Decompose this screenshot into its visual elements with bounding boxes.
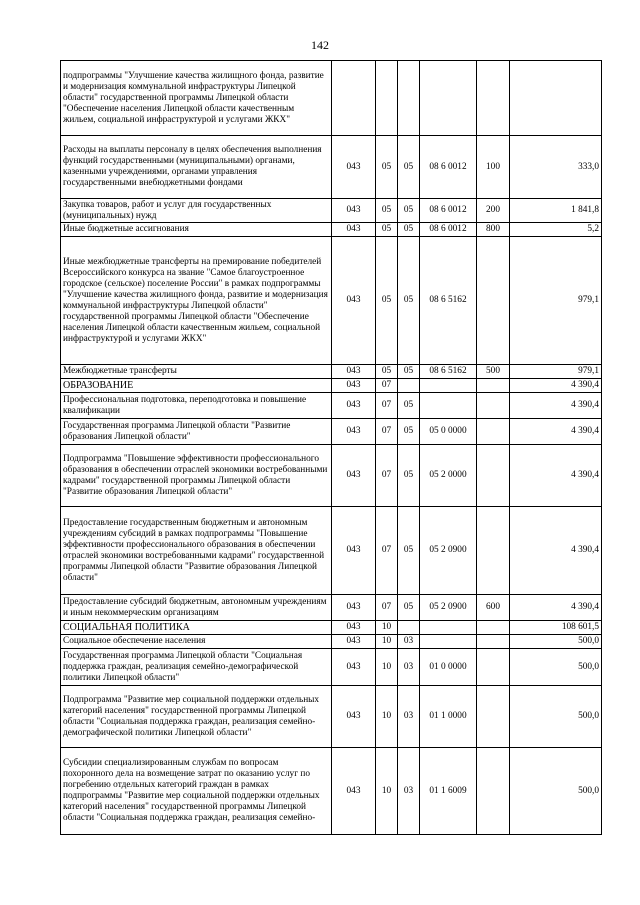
- row-pr-cell: 05: [398, 199, 420, 223]
- row-rz-cell: 05: [376, 223, 398, 237]
- row-sum-cell: 333,0: [510, 136, 602, 199]
- row-ved-cell: 043: [332, 237, 376, 365]
- row-rz-cell: 07: [376, 445, 398, 507]
- row-rz-cell: 10: [376, 686, 398, 748]
- row-vr-cell: [477, 393, 510, 419]
- row-rz-cell: 05: [376, 365, 398, 379]
- row-name-cell: Подпрограмма "Повышение эффективности профессионального образования в обеспечении отраслей экономики востребованными кадрами" государственной программы Липецкой области "Развитие образования Липецкой области": [61, 445, 332, 507]
- row-sum-cell: 500,0: [510, 748, 602, 835]
- row-name-cell: Государственная программа Липецкой области "Социальная поддержка граждан, реализация семейно-демографической политики Липецкой области": [61, 649, 332, 686]
- row-sum-cell: [510, 61, 602, 136]
- row-sum-cell: 4 390,4: [510, 379, 602, 393]
- table-row: [61, 199, 602, 223]
- row-name-cell: Иные бюджетные ассигнования: [61, 223, 332, 237]
- row-name-cell: Закупка товаров, работ и услуг для государственных (муниципальных) нужд: [61, 199, 332, 223]
- row-sum-cell: 4 390,4: [510, 393, 602, 419]
- row-csr-cell: 08 6 5162: [420, 237, 477, 365]
- row-name-cell: Подпрограмма "Развитие мер социальной поддержки отдельных категорий населения" государственной программы Липецкой области "Социальная поддержка граждан, реализация семейно-демографической политики Липецкой области": [61, 686, 332, 748]
- row-name-cell: СОЦИАЛЬНАЯ ПОЛИТИКА: [61, 621, 332, 635]
- row-name-cell: Межбюджетные трансферты: [61, 365, 332, 379]
- row-pr-cell: [398, 61, 420, 136]
- row-sum-cell: 4 390,4: [510, 419, 602, 445]
- row-rz-cell: 10: [376, 635, 398, 649]
- row-pr-cell: 03: [398, 649, 420, 686]
- row-pr-cell: 05: [398, 223, 420, 237]
- row-vr-cell: 500: [477, 365, 510, 379]
- row-csr-cell: 08 6 0012: [420, 136, 477, 199]
- table-row: [61, 748, 602, 835]
- row-pr-cell: [398, 621, 420, 635]
- row-ved-cell: 043: [332, 649, 376, 686]
- row-csr-cell: 08 6 0012: [420, 199, 477, 223]
- row-csr-cell: 01 0 0000: [420, 649, 477, 686]
- table-row: [61, 635, 602, 649]
- row-vr-cell: 600: [477, 595, 510, 621]
- row-ved-cell: 043: [332, 379, 376, 393]
- row-name-cell: подпрограммы "Улучшение качества жилищного фонда, развитие и модернизация коммунальной инфраструктуры Липецкой области" государственной программы Липецкой области "Обеспечение населения Липецкой области качественным жильем, социальной инфраструктурой и услугами ЖКХ": [61, 61, 332, 136]
- row-csr-cell: 08 6 0012: [420, 223, 477, 237]
- row-sum-cell: 500,0: [510, 686, 602, 748]
- row-vr-cell: [477, 419, 510, 445]
- row-rz-cell: 07: [376, 419, 398, 445]
- row-sum-cell: 5,2: [510, 223, 602, 237]
- table-row: [61, 507, 602, 595]
- row-pr-cell: 05: [398, 393, 420, 419]
- table-row: [61, 419, 602, 445]
- row-vr-cell: [477, 379, 510, 393]
- budget-table: [60, 60, 602, 835]
- row-vr-cell: 800: [477, 223, 510, 237]
- row-ved-cell: [332, 61, 376, 136]
- row-rz-cell: 05: [376, 136, 398, 199]
- row-sum-cell: 500,0: [510, 635, 602, 649]
- row-rz-cell: 10: [376, 621, 398, 635]
- row-name-cell: Иные межбюджетные трансферты на премирование победителей Всероссийского конкурса на звание "Самое благоустроенное городское (сельское) поселение России" в рамках подпрограммы "Улучшение качества жилищного фонда, развитие и модернизация коммунальной инфраструктуры Липецкой области" государственной программы Липецкой области "Обеспечение населения Липецкой области качественным жильем, социальной инфраструктурой и услугами ЖКХ": [61, 237, 332, 365]
- row-name-cell: ОБРАЗОВАНИЕ: [61, 379, 332, 393]
- row-csr-cell: 01 1 0000: [420, 686, 477, 748]
- row-ved-cell: 043: [332, 365, 376, 379]
- row-ved-cell: 043: [332, 686, 376, 748]
- row-pr-cell: 03: [398, 635, 420, 649]
- row-sum-cell: 500,0: [510, 649, 602, 686]
- row-rz-cell: 10: [376, 649, 398, 686]
- table-row: [61, 237, 602, 365]
- row-csr-cell: [420, 621, 477, 635]
- row-vr-cell: [477, 649, 510, 686]
- row-rz-cell: 10: [376, 748, 398, 835]
- row-name-cell: Профессиональная подготовка, переподготовка и повышение квалификации: [61, 393, 332, 419]
- row-ved-cell: 043: [332, 419, 376, 445]
- row-pr-cell: 05: [398, 419, 420, 445]
- row-rz-cell: 07: [376, 393, 398, 419]
- row-vr-cell: [477, 621, 510, 635]
- row-pr-cell: 03: [398, 748, 420, 835]
- row-vr-cell: [477, 686, 510, 748]
- row-rz-cell: 07: [376, 595, 398, 621]
- row-vr-cell: [477, 445, 510, 507]
- table-row: [61, 621, 602, 635]
- row-pr-cell: 05: [398, 237, 420, 365]
- row-ved-cell: 043: [332, 199, 376, 223]
- row-vr-cell: [477, 237, 510, 365]
- table-row: [61, 379, 602, 393]
- table-row: [61, 136, 602, 199]
- row-name-cell: Расходы на выплаты персоналу в целях обеспечения выполнения функций государственными (муниципальными) органами, казенными учреждениями, органами управления государственными внебюджетными фондами: [61, 136, 332, 199]
- row-rz-cell: 05: [376, 237, 398, 365]
- row-sum-cell: 1 841,8: [510, 199, 602, 223]
- row-vr-cell: 200: [477, 199, 510, 223]
- table-row: [61, 686, 602, 748]
- row-ved-cell: 043: [332, 748, 376, 835]
- row-csr-cell: 05 2 0900: [420, 595, 477, 621]
- row-sum-cell: 979,1: [510, 237, 602, 365]
- row-csr-cell: 05 0 0000: [420, 419, 477, 445]
- table-row: [61, 595, 602, 621]
- table-row: [61, 223, 602, 237]
- row-ved-cell: 043: [332, 445, 376, 507]
- row-vr-cell: [477, 61, 510, 136]
- row-sum-cell: 4 390,4: [510, 507, 602, 595]
- row-ved-cell: 043: [332, 507, 376, 595]
- row-csr-cell: [420, 61, 477, 136]
- row-rz-cell: 07: [376, 507, 398, 595]
- row-pr-cell: 05: [398, 136, 420, 199]
- row-name-cell: Предоставление государственным бюджетным и автономным учреждениям субсидий в рамках подпрограммы "Повышение эффективности профессионального образования в обеспечении отраслей экономики востребованными кадрами" государственной программы Липецкой области "Развитие образования Липецкой области": [61, 507, 332, 595]
- row-pr-cell: 05: [398, 507, 420, 595]
- row-sum-cell: 4 390,4: [510, 595, 602, 621]
- row-ved-cell: 043: [332, 223, 376, 237]
- row-csr-cell: 05 2 0000: [420, 445, 477, 507]
- row-rz-cell: [376, 61, 398, 136]
- row-sum-cell: 108 601,5: [510, 621, 602, 635]
- row-rz-cell: 07: [376, 379, 398, 393]
- row-csr-cell: 08 6 5162: [420, 365, 477, 379]
- row-ved-cell: 043: [332, 393, 376, 419]
- row-csr-cell: 05 2 0900: [420, 507, 477, 595]
- row-ved-cell: 043: [332, 635, 376, 649]
- row-pr-cell: 05: [398, 445, 420, 507]
- row-csr-cell: [420, 635, 477, 649]
- row-ved-cell: 043: [332, 621, 376, 635]
- table-row: [61, 393, 602, 419]
- row-name-cell: Предоставление субсидий бюджетным, автономным учреждениям и иным некоммерческим организациям: [61, 595, 332, 621]
- row-pr-cell: 05: [398, 595, 420, 621]
- table-row: [61, 365, 602, 379]
- row-vr-cell: [477, 507, 510, 595]
- row-vr-cell: 100: [477, 136, 510, 199]
- row-sum-cell: 4 390,4: [510, 445, 602, 507]
- row-pr-cell: 03: [398, 686, 420, 748]
- row-csr-cell: 01 1 6009: [420, 748, 477, 835]
- row-pr-cell: [398, 379, 420, 393]
- row-vr-cell: [477, 748, 510, 835]
- row-csr-cell: [420, 393, 477, 419]
- page-number: 142: [311, 38, 329, 52]
- row-name-cell: Социальное обеспечение населения: [61, 635, 332, 649]
- row-name-cell: Государственная программа Липецкой области "Развитие образования Липецкой области": [61, 419, 332, 445]
- row-sum-cell: 979,1: [510, 365, 602, 379]
- row-ved-cell: 043: [332, 136, 376, 199]
- table-row: [61, 61, 602, 136]
- row-name-cell: Субсидии специализированным службам по вопросам похоронного дела на возмещение затрат по оказанию услуг по погребению отдельных категорий граждан в рамках подпрограммы "Развитие мер социальной поддержки отдельных категорий населения" государственной программы Липецкой области "Социальная поддержка граждан, реализация семейно-: [61, 748, 332, 835]
- row-pr-cell: 05: [398, 365, 420, 379]
- row-csr-cell: [420, 379, 477, 393]
- row-vr-cell: [477, 635, 510, 649]
- row-ved-cell: 043: [332, 595, 376, 621]
- row-rz-cell: 05: [376, 199, 398, 223]
- table-row: [61, 649, 602, 686]
- table-row: [61, 445, 602, 507]
